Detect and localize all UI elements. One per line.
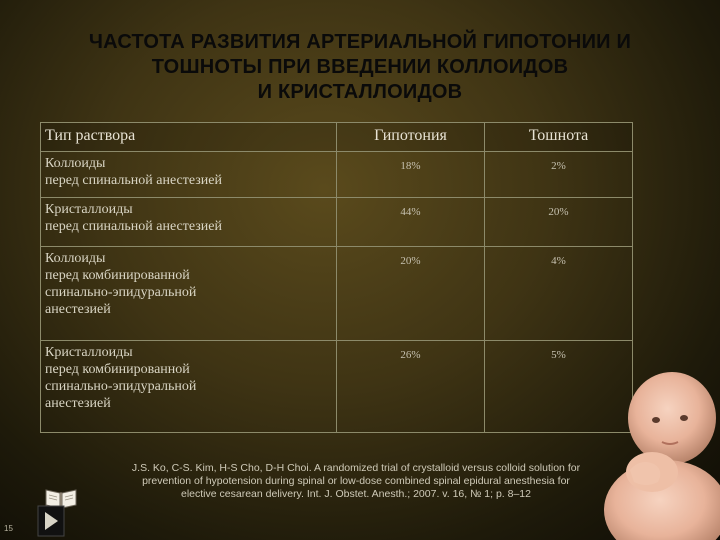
- cell-hypotension: 44%: [337, 198, 485, 247]
- cell-nausea: 20%: [485, 198, 633, 247]
- header-hypotension: Гипотония: [337, 123, 485, 152]
- cell-line: Кристаллоиды: [45, 202, 133, 217]
- table-header-row: [41, 123, 633, 152]
- cell-line: перед комбинированной: [45, 362, 190, 377]
- cell-line: спинально-эпидуральной: [45, 285, 197, 300]
- title-line-1: ЧАСТОТА РАЗВИТИЯ АРТЕРИАЛЬНОЙ ГИПОТОНИИ И: [88, 31, 632, 53]
- table-row: [41, 198, 633, 247]
- cell-nausea: 2%: [485, 152, 633, 198]
- cell-solution-type: [41, 341, 337, 433]
- cell-line: перед спинальной анестезией: [45, 219, 222, 234]
- header-solution-type: Тип раствора: [41, 123, 337, 152]
- cell-line: анестезией: [45, 396, 111, 411]
- nav-icon[interactable]: [36, 504, 66, 538]
- cell-line: Коллоиды: [45, 251, 106, 266]
- cell-line: перед спинальной анестезией: [45, 173, 222, 188]
- cell-line: Коллоиды: [45, 156, 106, 171]
- cell-line: спинально-эпидуральной: [45, 379, 197, 394]
- title-line-2: ТОШНОТЫ ПРИ ВВЕДЕНИИ КОЛЛОИДОВ: [151, 56, 569, 78]
- data-table: [40, 122, 633, 433]
- cell-line: перед комбинированной: [45, 268, 190, 283]
- header-nausea: Тошнота: [485, 123, 633, 152]
- citation-line-2: prevention of hypotension during spinal or low-dose combined spinal epidural anesthesia for: [142, 475, 570, 487]
- title-line-3: И КРИСТАЛЛОИДОВ: [257, 81, 463, 103]
- cell-solution-type: [41, 198, 337, 247]
- baby-image: [600, 360, 720, 540]
- table-row: [41, 341, 633, 433]
- citation-line-1: J.S. Ko, C-S. Kim, H-S Cho, D-H Choi. A randomized trial of crystalloid versus colloid solution for: [131, 462, 581, 474]
- cell-hypotension: 26%: [337, 341, 485, 433]
- cell-hypotension: 20%: [337, 247, 485, 341]
- cell-nausea: 5%: [485, 341, 633, 433]
- cell-solution-type: [41, 247, 337, 341]
- cell-nausea: 4%: [485, 247, 633, 341]
- cell-hypotension: 18%: [337, 152, 485, 198]
- cell-line: Кристаллоиды: [45, 345, 133, 360]
- cell-line: анестезией: [45, 302, 111, 317]
- table-row: [41, 152, 633, 198]
- cell-solution-type: [41, 152, 337, 198]
- page-number: 15: [4, 524, 13, 533]
- citation: [86, 462, 626, 501]
- slide-title: [40, 30, 680, 105]
- table-row: [41, 247, 633, 341]
- citation-line-3: elective cesarean delivery. Int. J. Obstet. Anesth.; 2007. v. 16, № 1; p. 8–12: [181, 488, 531, 500]
